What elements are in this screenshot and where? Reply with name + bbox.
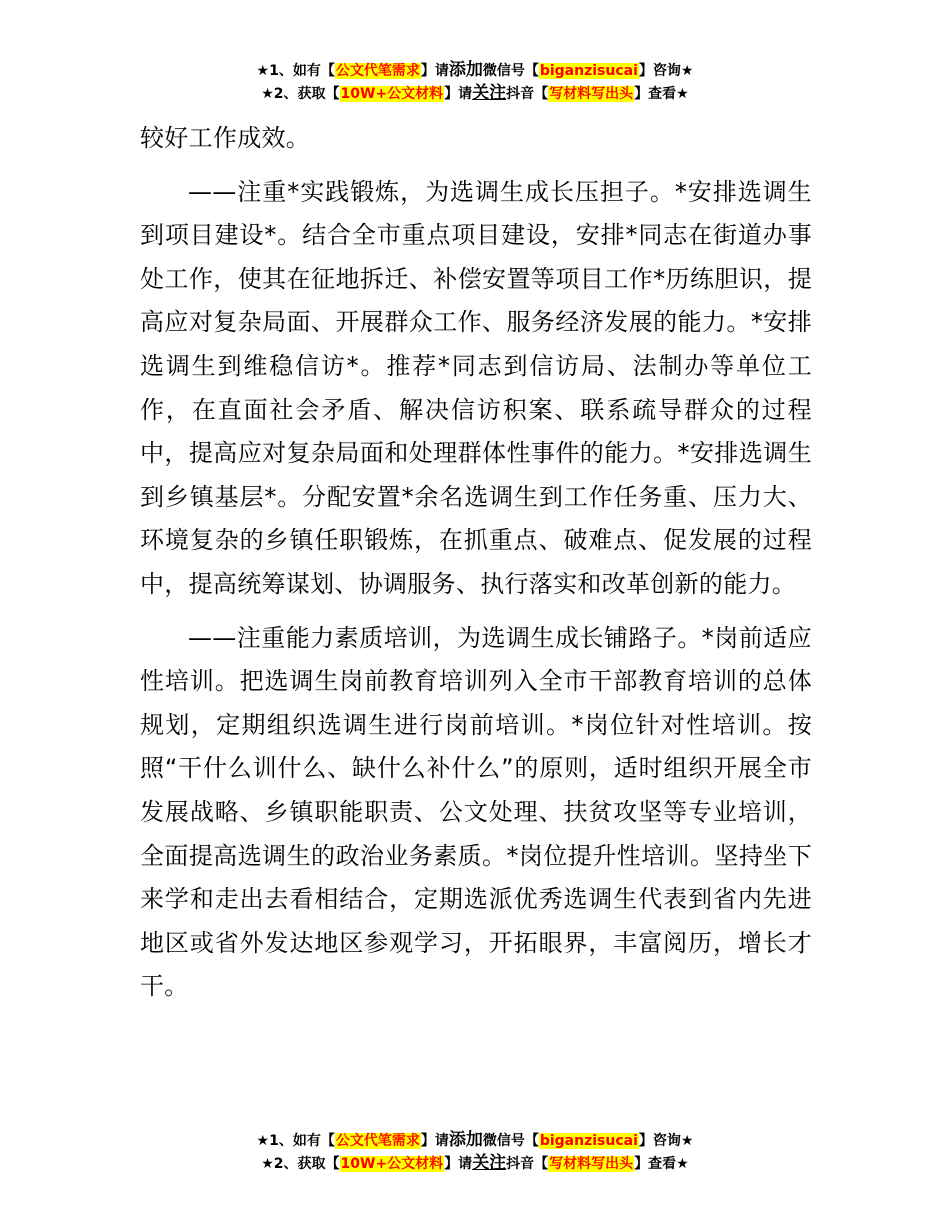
banner-line-2: ★2、获取【10W+公文材料】请关注抖音【写材料写出头】查看★: [261, 83, 689, 103]
footer-line-2: ★2、获取【10W+公文材料】请关注抖音【写材料写出头】查看★: [261, 1153, 689, 1173]
highlight-service: 公文代笔需求: [335, 63, 420, 79]
footer-highlight-wechat-id: biganzisucai: [539, 1133, 638, 1149]
banner-line-1: ★1、如有【公文代笔需求】请添加微信号【biganzisucai】咨询★: [256, 60, 694, 80]
highlight-materials: 10W+公文材料: [340, 86, 444, 102]
header-banner: [0, 59, 950, 105]
highlight-douyin-id: 写材料写出头: [549, 86, 634, 102]
footer-highlight-douyin-id: 写材料写出头: [549, 1156, 634, 1172]
footer-highlight-materials: 10W+公文材料: [340, 1156, 444, 1172]
highlight-wechat-id: biganzisucai: [539, 63, 638, 79]
paragraph-capability-training: ——注重能力素质培训，为选调生成长铺路子。*岗前适应性培训。把选调生岗前教育培训列入全市干部教育培训的总体规划，定期组织选调生进行岗前培训。*岗位针对性培训。按照“干什么训什么、缺什么补什么”的原则，适时组织开展全市发展战略、乡镇职能职责、公文处理、扶贫攻坚等专业培训，全面提高选调生的政治业务素质。*岗位提升性培训。坚持坐下来学和走出去看相结合，定期选派优秀选调生代表到省内先进地区或省外发达地区参观学习，开拓眼界，丰富阅历，增长才干。: [140, 623, 812, 1001]
footer-banner: [0, 1129, 950, 1175]
footer-highlight-service: 公文代笔需求: [335, 1133, 420, 1149]
paragraph-practice-training: ——注重*实践锻炼，为选调生成长压担子。*安排选调生到项目建设*。结合全市重点项目建设，安排*同志在街道办事处工作，使其在征地拆迁、补偿安置等项目工作*历练胆识，提高应对复杂局面、开展群众工作、服务经济发展的能力。*安排选调生到维稳信访*。推荐*同志到信访局、法制办等单位工作，在直面社会矛盾、解决信访积案、联系疏导群众的过程中，提高应对复杂局面和处理群体性事件的能力。*安排选调生到乡镇基层*。分配安置*余名选调生到工作任务重、压力大、环境复杂的乡镇任职锻炼，在抓重点、破难点、促发展的过程中，提高统筹谋划、协调服务、执行落实和改革创新的能力。: [140, 177, 812, 598]
document-body: [140, 117, 812, 1009]
paragraph-continuation: 较好工作成效。: [140, 124, 311, 152]
footer-line-1: ★1、如有【公文代笔需求】请添加微信号【biganzisucai】咨询★: [256, 1130, 694, 1150]
